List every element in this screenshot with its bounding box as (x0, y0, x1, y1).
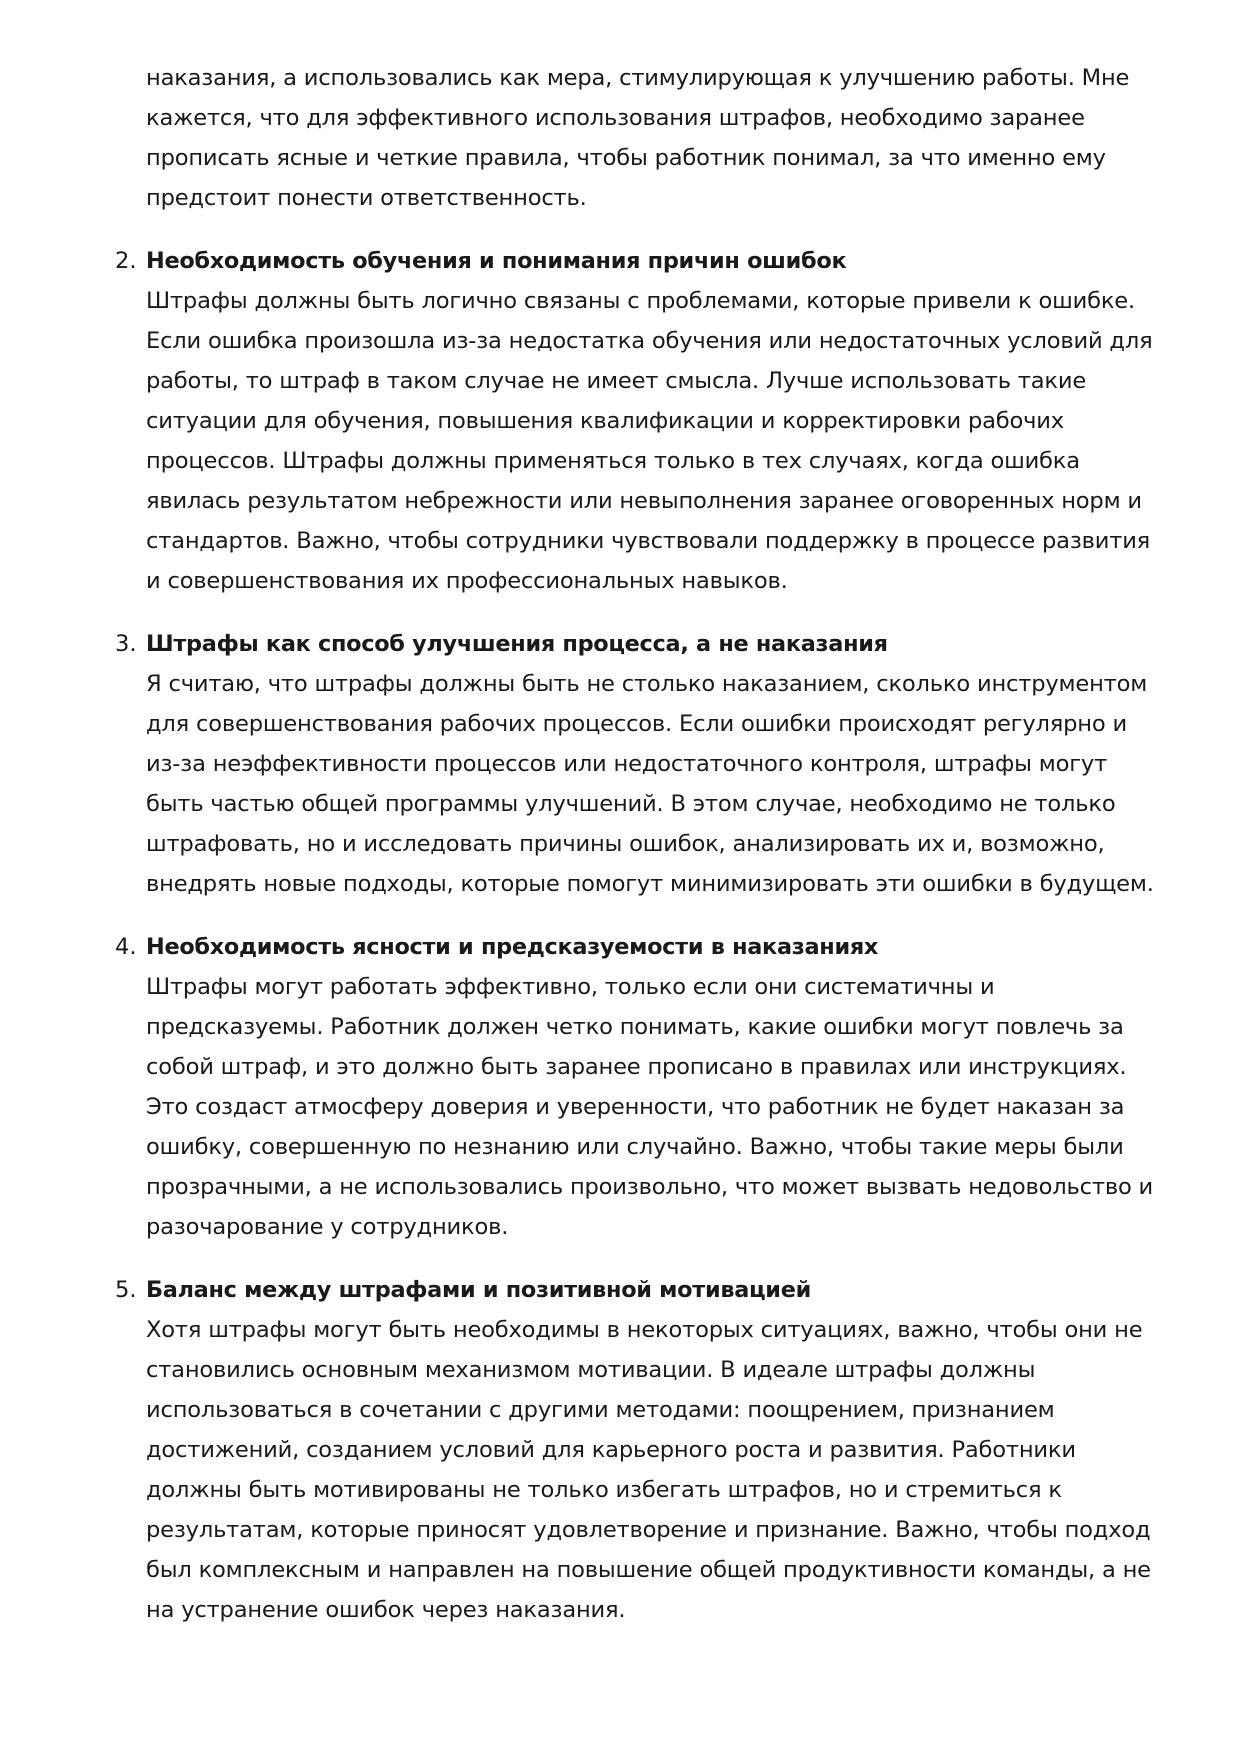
intro-paragraph: наказания, а использовались как мера, стимулирующая к улучшению работы. Мне кажется, что для эффективного использования штрафов, необходимо заранее прописать ясные и четкие правила, чтобы работник понимал, за что именно ему предстоит понести ответственность. (146, 65, 1130, 211)
list-item (115, 927, 1156, 1247)
list-item (115, 624, 1156, 904)
list-item-title: Баланс между штрафами и позитивной мотивацией (146, 1277, 811, 1303)
list-item-body: Штрафы должны быть логично связаны с проблемами, которые привели к ошибке. Если ошибка произошла из-за недостатка обучения или недостаточных условий для работы, то штраф в таком случае не имеет смысла. Лучше использовать такие ситуации для обучения, повышения квалификации и корректировки рабочих процессов. Штрафы должны применяться только в тех случаях, когда ошибка явилась результатом небрежности или невыполнения заранее оговоренных норм и стандартов. Важно, чтобы сотрудники чувствовали поддержку в процессе развития и совершенствования их профессиональных навыков. (146, 288, 1153, 594)
list-item-title: Необходимость обучения и понимания причин ошибок (146, 248, 847, 274)
list-item-body: Хотя штрафы могут быть необходимы в некоторых ситуациях, важно, чтобы они не становились основным механизмом мотивации. В идеале штрафы должны использоваться в сочетании с другими методами: поощрением, признанием достижений, созданием условий для карьерного роста и развития. Работники должны быть мотивированы не только избегать штрафов, но и стремиться к результатам, которые приносят удовлетворение и признание. Важно, чтобы подход был комплексным и направлен на повышение общей продуктивности команды, а не на устранение ошибок через наказания. (146, 1317, 1151, 1623)
list-item-number: 4. (115, 934, 137, 960)
list-item-number: 5. (115, 1277, 137, 1303)
list-item-title: Необходимость ясности и предсказуемости в наказаниях (146, 934, 879, 960)
list-item-number: 2. (115, 248, 137, 274)
document-content (115, 58, 1156, 1630)
list-item-title: Штрафы как способ улучшения процесса, а не наказания (146, 631, 888, 657)
list-item-number: 3. (115, 631, 137, 657)
list-item (115, 1270, 1156, 1630)
list-item (115, 241, 1156, 601)
numbered-list (115, 241, 1156, 1630)
list-item-body: Штрафы могут работать эффективно, только если они систематичны и предсказуемы. Работник должен четко понимать, какие ошибки могут повлечь за собой штраф, и это должно быть заранее прописано в правилах или инструкциях. Это создаст атмосферу доверия и уверенности, что работник не будет наказан за ошибку, совершенную по незнанию или случайно. Важно, чтобы такие меры были прозрачными, а не использовались произвольно, что может вызвать недовольство и разочарование у сотрудников. (146, 974, 1154, 1240)
list-item-body: Я считаю, что штрафы должны быть не столько наказанием, сколько инструментом для совершенствования рабочих процессов. Если ошибки происходят регулярно и из-за неэффективности процессов или недостаточного контроля, штрафы могут быть частью общей программы улучшений. В этом случае, необходимо не только штрафовать, но и исследовать причины ошибок, анализировать их и, возможно, внедрять новые подходы, которые помогут минимизировать эти ошибки в будущем. (146, 671, 1154, 897)
